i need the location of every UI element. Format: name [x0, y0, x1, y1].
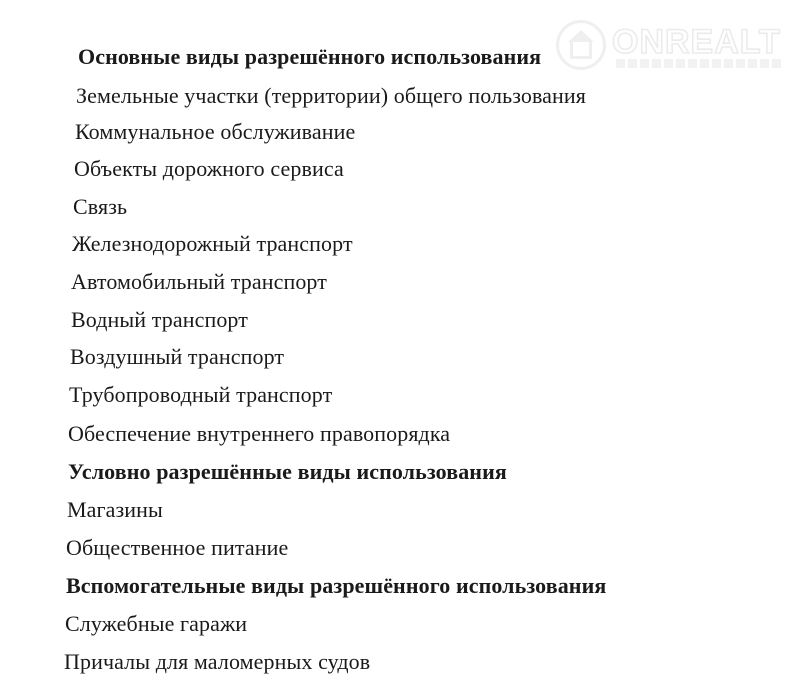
list-item: Коммунальное обслуживание — [75, 119, 356, 144]
list-item: Воздушный транспорт — [70, 344, 285, 369]
house-logo-icon — [556, 20, 606, 70]
list-item: Причалы для маломерных судов — [64, 649, 371, 674]
heading-conditional-uses: Условно разрешённые виды использования — [68, 459, 507, 484]
list-item: Служебные гаражи — [65, 611, 248, 636]
watermark-subtitle-decoration — [616, 59, 784, 68]
heading-main-uses: Основные виды разрешённого использования — [78, 44, 542, 69]
list-item: Трубопроводный транспорт — [69, 382, 333, 407]
list-item: Общественное питание — [66, 535, 289, 560]
list-item: Земельные участки (территории) общего пользования — [76, 83, 587, 108]
list-item: Водный транспорт — [71, 307, 248, 332]
watermark-text: ONREALT — [612, 23, 781, 61]
onrealt-watermark — [556, 20, 786, 72]
heading-auxiliary-uses: Вспомогательные виды разрешённого использования — [66, 573, 607, 598]
list-item: Железнодорожный транспорт — [72, 231, 353, 256]
list-item: Объекты дорожного сервиса — [74, 156, 344, 181]
list-item: Связь — [73, 194, 128, 219]
list-item: Обеспечение внутреннего правопорядка — [68, 421, 451, 446]
list-item: Автомобильный транспорт — [71, 269, 327, 294]
list-item: Магазины — [67, 497, 163, 522]
